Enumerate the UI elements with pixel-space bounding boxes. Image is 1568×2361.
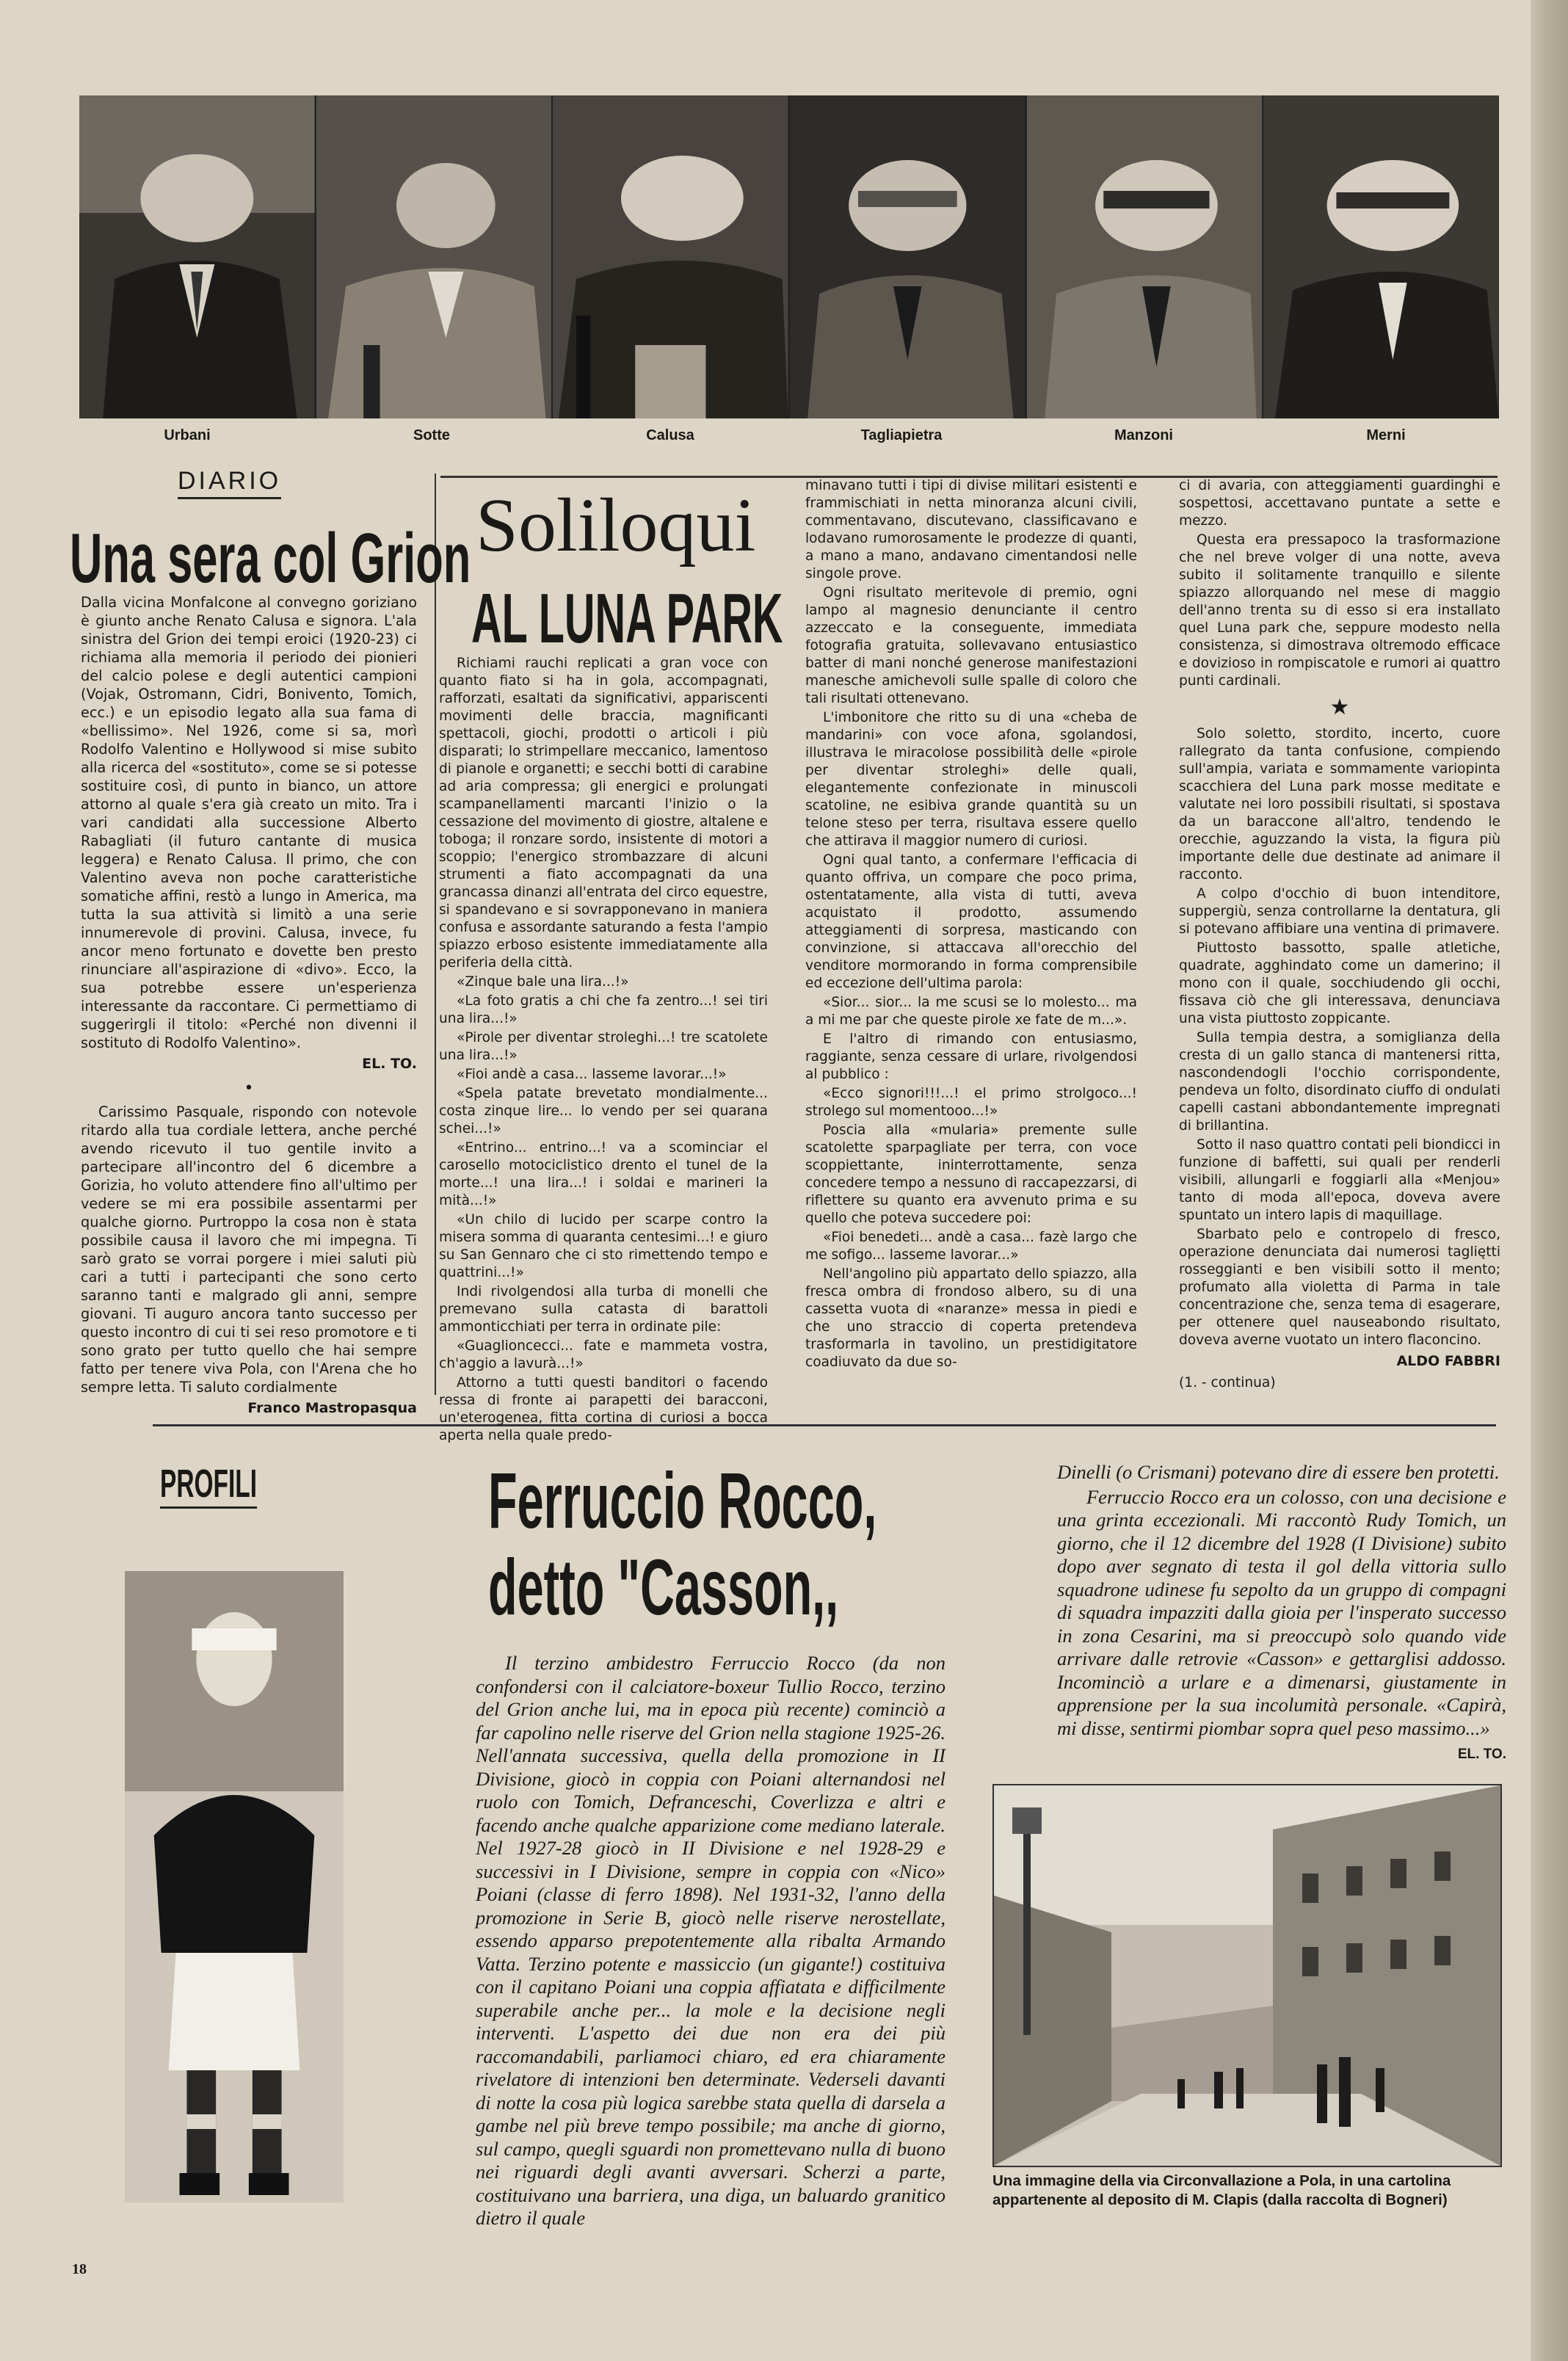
paragraph: Sbarbato pelo e contropelo di fresco, operazione denunciata dai numerosi tagliętti rosseggianti e ben visibili sotto il mento; profumato alla violetta di Parma in tale concentrazione che, senza tema di esagerare, per ottenere quel nauseabondo risultato, doveva averne vuotato un intero flaconcino. bbox=[1179, 1227, 1500, 1348]
diario-paragraph: Dalla vicina Monfalcone al convegno goriziano è giunto anche Renato Calusa e signora. L'ala sinistra del Grion dei tempi eroici (1920-23) ci richiama alla memoria il periodo dei pionieri del calcio polese e degli autentici campioni (Vojak, Ostromann, Cidri, Bonivento, Tomich, ecc.) e un episodio legato alla sua fama di «bellissimo». Nel 1926, come si sa, morì Rodolfo Valentino e Hollywood si mise subito alla ricerca del «sostituto», come se si potesse sostituire così, di punto in bianco, un attore attorno al quale s'era già creato un mito. Tra i vari candidati alla successione Alberto Rabagliati (il futuro cantante di musica leggera) e Renato Calusa. Il primo, che con Valentino aveva non poche caratteristiche somatiche affini, restò a lungo in America, ma tutta la sua attività si limitò a una serie innumerevole di provini. Calusa, invece, fu ancor meno fortunato e dovette ben presto rinunciare all'aspirazione di «divo». Ecco, la sua potrebbe essere un'esperienza interessante da raccontare. Ci permettiamo di suggerirgli il titolo: «Perché non divenni il sostituto di Rodolfo Valentino». bbox=[81, 594, 417, 1051]
paragraph: Sulla tempia destra, a somiglianza della cresta di un gallo stanca di mantenersi ritta, nascondendogli l'occhio corrispondente, pendeva un folto, disordinato ciuffo di ondulati capelli castani abbondantemente impregnati di brillantina. bbox=[1179, 1030, 1500, 1134]
paragraph: «Fioi benedeti... andè a casa... fazè largo che me sofigo... lasseme lavorar...» bbox=[805, 1230, 1137, 1263]
page-edge bbox=[1531, 0, 1568, 2361]
paragraph: L'imbonitore che ritto su di una «cheba de mandarini» con voce afona, sgolandosi, illustrava le miracolose possibilità delle «pirole per diventar stroleghi» delle quali, elegantemente confezionate in minuscoli scatoline, ne esibiva grande quantità su un telone steso per terra, risultava essere quello che attirava il maggior numero di curiosi. bbox=[805, 710, 1137, 849]
paragraph: Poscia alla «mularia» premente sulle scatolette sparpagliate per terra, con voce scoppiettante, ininterrottamente, senza concedere tempo a nessuno di raccapezzarsi, di riflettere su quanto era avvenuto prima e su quello che poteva succedere poi: bbox=[805, 1123, 1137, 1226]
profili-signature: EL. TO. bbox=[1457, 1747, 1506, 1762]
portrait-photo bbox=[1263, 95, 1499, 418]
paragraph: Indi rivolgendosi alla turba di monelli che premevano sulla catasta di barattoli ammonticchiati per terra in ordinate pile: bbox=[439, 1284, 768, 1335]
portrait-strip bbox=[79, 95, 1499, 418]
paragraph: minavano tutti i tipi di divise militari esistenti e frammischiati in netta minoranza alcuni civili, commentavano, discutevano, classificavano e lodavano rumorosamente le prodezze di quanti, a mano a mano, andavano cimentandosi nelle singole prove. bbox=[805, 478, 1137, 581]
paragraph: Piuttosto bassotto, spalle atletiche, quadrate, agghindato come un damerino; il mono con il quale, socchiudendo gli occhi, fissava ciò che gli interessava, denunciava una vista piuttosto zoppicante. bbox=[1179, 940, 1500, 1026]
star-separator: ★ bbox=[1329, 694, 1350, 720]
paragraph: Ogni qual tanto, a confermare l'efficacia di quanto offriva, un compare che poco prima, ostentatamente, alla vista di tutti, aveva acquistato il prodotto, assumendo atteggiamenti di sorpresa, masticando con convinzione, si attaccava all'orecchio del venditore mormorando in forma comprensibile ed eccezione dell'ultima parola: bbox=[805, 852, 1137, 991]
diario-column bbox=[81, 593, 417, 1418]
paragraph: Il terzino ambidestro Ferruccio Rocco (da non confondersi con il calciatore-boxeur Tullio Rocco, terzino del Grion anche lui, ma in epoca più recente) cominciò a far capolino nelle riserve del Grion nella stagione 1925-26. Nell'annata successiva, quella della promozione in II Divisione, giocò in coppia con Poiani alternandosi nel ruolo con Tomich, Defranceschi, Coverlizza e altri e facendo anche qualche apparizione come mediano laterale. Nel 1927-28 giocò in II Divisione e nel 1928-29 e successivi in I Divisione, sempre in coppia con «Nico» Poiani (classe di ferro 1898). Nel 1931-32, l'anno della promozione in Serie B, giocò nelle riserve nerostellate, essendo apparso prepotentemente alla ribalta Armando Vatta. Terzino potente e massiccio (un gigante!) costituiva con il capitano Poiani una coppia affiatata e difficilmente superabile anche per... la mole e la decisione negli interventi. L'aspetto dei due non era dei più raccomandabili, parliamoci chiaro, ed era chiaramente rivelatore di intenzioni ben determinate. Vederseli davanti di notte la cosa più logica sarebbe stata quella di darsela a gambe nel più breve tempo possibile; ma anche di giorno, sul campo, quegli sguardi non promettevano nulla di buono nei riguardi degli avanti avversari. Scherzi a parte, costituivano una barriera, una diga, un baluardo granitico dietro il quale bbox=[476, 1652, 945, 2229]
paragraph: Ferruccio Rocco era un colosso, con una decisione e una grinta eccezionali. Mi raccontò Rudy Tomich, un giorno, che il 12 dicembre del 1928 (I Divisione) subito dopo aver segnato di testa il gol della vittoria sullo squadrone udinese fu sepolto da un gruppo di compagni di squadra impazziti dalla gioia per l'insperato successo in zona Cesarini, ma si preoccupò solo quando vide arrivare dalle retrovie «Casson» e gettarglisi addosso. Incominciò a urlare e a dimenarsi, giustamente in apprensione per la sua incolumità personale. «Capirà, mi disse, sentirmi piombar sopra quel peso massimo...» bbox=[1057, 1485, 1506, 1739]
paragraph: Richiami rauchi replicati a gran voce con quanto fiato si ha in gola, accompagnati, rafforzati, esaltati da significativi, appariscenti movimenti delle braccia, magnificanti spettacoli, giochi, prodotti o articoli i più disparati; lo strimpellare meccanico, lamentoso di pianole e organetti; e secchi botti di carabine ad aria compressa; gli energici e prolungati scampanellamenti marcanti l'inizio o la cessazione del movimento di giostre, altalene e toboga; il ronzare sordo, insistente di motori a scoppio; l'energico strombazzare di alcuni strumenti a fiato accompagnati da una grancassa dinanzi all'entrata del circo equestre, si spandevano e si sovrapponevano in maniera confusa e assordante saturando a festa l'ampio spiazzo erboso esistente immediatamente alla periferia della città. bbox=[439, 656, 768, 971]
portrait-photo bbox=[1027, 95, 1264, 418]
photo-name: Merni bbox=[1366, 427, 1406, 443]
photo-name: Urbani bbox=[164, 427, 211, 443]
profili-headline-line: Ferruccio Rocco, bbox=[488, 1456, 877, 1545]
paragraph: «Un chilo di lucido per scarpe contro la misera somma di quaranta centesimi...! e giuro su San Gennaro che ci sto rimettendo tempo e quattrini...!» bbox=[439, 1212, 768, 1280]
paragraph: «Fioi andè a casa... lasseme lavorar...!» bbox=[457, 1067, 727, 1082]
diario-kicker: DIARIO bbox=[178, 467, 281, 499]
diario-bullet: • bbox=[244, 1079, 254, 1098]
portrait-photo bbox=[316, 95, 553, 418]
paragraph: Questa era pressapoco la trasformazione che nel breve volger di una notte, aveva subito il solitamente tranquillo e silente spiazzo allorquando nel mese di maggio dell'anno trenta su di esso si era installato quel Luna park che, seppure modesto nella consistenza, si dimostrava oltremodo efficace e dovizioso in rompiscatole e rumori ai quattro punti cardinali. bbox=[1179, 532, 1500, 689]
photo-names bbox=[79, 427, 1499, 449]
portrait-photo bbox=[79, 95, 316, 418]
soliloqui-column-2 bbox=[805, 477, 1137, 1373]
paragraph: «Spela patate brevetato mondialmente... costa zinque lire... lo vendo per sei quarana schei...!» bbox=[439, 1086, 768, 1136]
soliloqui-author: ALDO FABBRI bbox=[1396, 1353, 1500, 1369]
paragraph: Ogni risultato meritevole di premio, ogni lampo al magnesio denunciante il centro azzeccato e la conseguente, immediata fotografia gratuita, sollevavano entusiastico batter di mani nonché generose manifestazioni manesche amichevoli sulle spalle di coloro che tali risultati ottenevano. bbox=[805, 585, 1137, 706]
paragraph: «La foto gratis a chi che fa zentro...! sei tiri una lira...!» bbox=[439, 993, 768, 1026]
paragraph: Dinelli (o Crismani) potevano dire di essere ben protetti. bbox=[1057, 1461, 1500, 1483]
soliloqui-column-1 bbox=[439, 655, 768, 1446]
paragraph: Sotto il naso quattro contati peli biondicci in funzione di baffetti, sui quali per renderli visibili, allungarli e foggiarli alla «Menjou» tanto di moda all'epoca, doveva avere spuntato un intero lapis di maquillage. bbox=[1179, 1137, 1500, 1223]
postcard-caption: Una immagine della via Circonvallazione a Pola, in una cartolina appartenente al deposito di M. Clapis (dalla raccolta di Bogneri) bbox=[992, 2172, 1451, 2208]
photo-name: Tagliapietra bbox=[860, 427, 943, 443]
paragraph: Nell'angolino più appartato dello spiazzo, alla fresca ombra di frondoso albero, su di una cassetta vuota di «naranze» messa in piedi e che uno straccio di coperta pretendeva trasformarla in tavolino, un prestidigitatore coadiuvato da due so- bbox=[805, 1266, 1137, 1370]
soliloqui-title: Soliloqui bbox=[476, 483, 756, 567]
paragraph: «Ecco signori!!!...! el primo strolgoco...! strolego sul momentooo...!» bbox=[805, 1086, 1137, 1119]
paragraph: A colpo d'occhio di buon intenditore, suppergiù, senza controllarne la dentatura, gli si potevano affibiare una ventina di primavere. bbox=[1179, 886, 1500, 937]
section-rule bbox=[153, 1424, 1496, 1426]
diario-signature: EL. TO. bbox=[362, 1056, 417, 1072]
paragraph: «Entrino... entrino...! va a scominciar el carosello motociclistico drento el tunel de la morte...! una lira...! i soldai e marineri la mità...!» bbox=[439, 1140, 768, 1208]
postcard-photo bbox=[992, 1784, 1502, 2167]
profili-column-1 bbox=[476, 1652, 945, 2232]
paragraph: Attorno a tutti questi banditori o facendo ressa di fronte ai parapetti dei baracconi, un'eterogenea, fitta cortina di curiosi a bocca aperta nella quale predo- bbox=[439, 1375, 768, 1443]
profili-headline bbox=[488, 1457, 876, 1631]
photo-name: Calusa bbox=[646, 427, 694, 443]
player-photo bbox=[125, 1571, 344, 2202]
photo-name: Manzoni bbox=[1114, 427, 1173, 443]
paragraph: «Guaglioncecci... fate e mammeta vostra, ch'aggio a lavurà...!» bbox=[439, 1338, 768, 1371]
soliloqui-column-3 bbox=[1179, 477, 1500, 1392]
portrait-photo bbox=[790, 95, 1027, 418]
continua-note: (1. - continua) bbox=[1179, 1375, 1276, 1390]
paragraph: «Sior... sior... la me scusi se lo molesto... ma a mi me par che queste pirole xe fate de m...». bbox=[805, 995, 1137, 1028]
profili-headline-line: detto "Casson,, bbox=[488, 1542, 839, 1631]
soliloqui-subtitle: AL LUNA PARK bbox=[471, 579, 783, 658]
paragraph: «Pirole per diventar stroleghi...! tre scatolete una lira...!» bbox=[439, 1030, 768, 1063]
page-number: 18 bbox=[72, 2261, 87, 2277]
diario-paragraph: Carissimo Pasquale, rispondo con notevole ritardo alla tua cordiale lettera, anche perché avendo ricevuto il tuo gentile invito a partecipare all'incontro del 6 dicembre a Gorizia, ho voluto attendere fino all'ultimo per vedere se mi era possibile assentarmi per qualche giorno. Purtroppo la cosa non è stata possibile causa il lavoro che mi impegna. Ti sarò grato se vorrai porgere i miei saluti più cari a tutti i partecipanti che sono certo saranno tanti e malgrado gli anni, sempre giovani. Ti auguro ancora tanto successo per questo incontro di cui ti sei reso promotore e ti sono grato per tutto quello che hai sempre fatto per tenere viva Pola, con l'Arena che ho sempre letta. Ti saluto cordialmente bbox=[81, 1103, 417, 1396]
profili-column-2 bbox=[1057, 1461, 1506, 1766]
column-rule bbox=[435, 474, 436, 1395]
diario-headline: Una sera col Grion bbox=[70, 519, 471, 598]
paragraph: «Zinque bale una lira...!» bbox=[457, 974, 629, 990]
portrait-photo bbox=[553, 95, 790, 418]
paragraph: Solo soletto, stordito, incerto, cuore rallegrato da tanta confusione, compiendo sull'ampia, variata e sommamente variopinta scacchiera del Luna park mosse meditate e valutate nei loro possibili risultati, si spostava da un baraccone all'altro, tendendo le orecchie, aguzzando la vista, la figura più importante delle due destinate ad animare il racconto. bbox=[1179, 726, 1500, 882]
diario-signature: Franco Mastropasqua bbox=[247, 1400, 417, 1416]
photo-name: Sotte bbox=[413, 427, 450, 443]
paragraph: ci di avaria, con atteggiamenti guardinghi e sospettosi, accettavano puntate a sette e mezzo. bbox=[1179, 478, 1500, 529]
paragraph: E l'altro di rimando con entusiasmo, raggiante, senza cessare di urlare, rivolgendosi al pubblico : bbox=[805, 1031, 1137, 1082]
profili-kicker: PROFILI bbox=[160, 1461, 257, 1509]
